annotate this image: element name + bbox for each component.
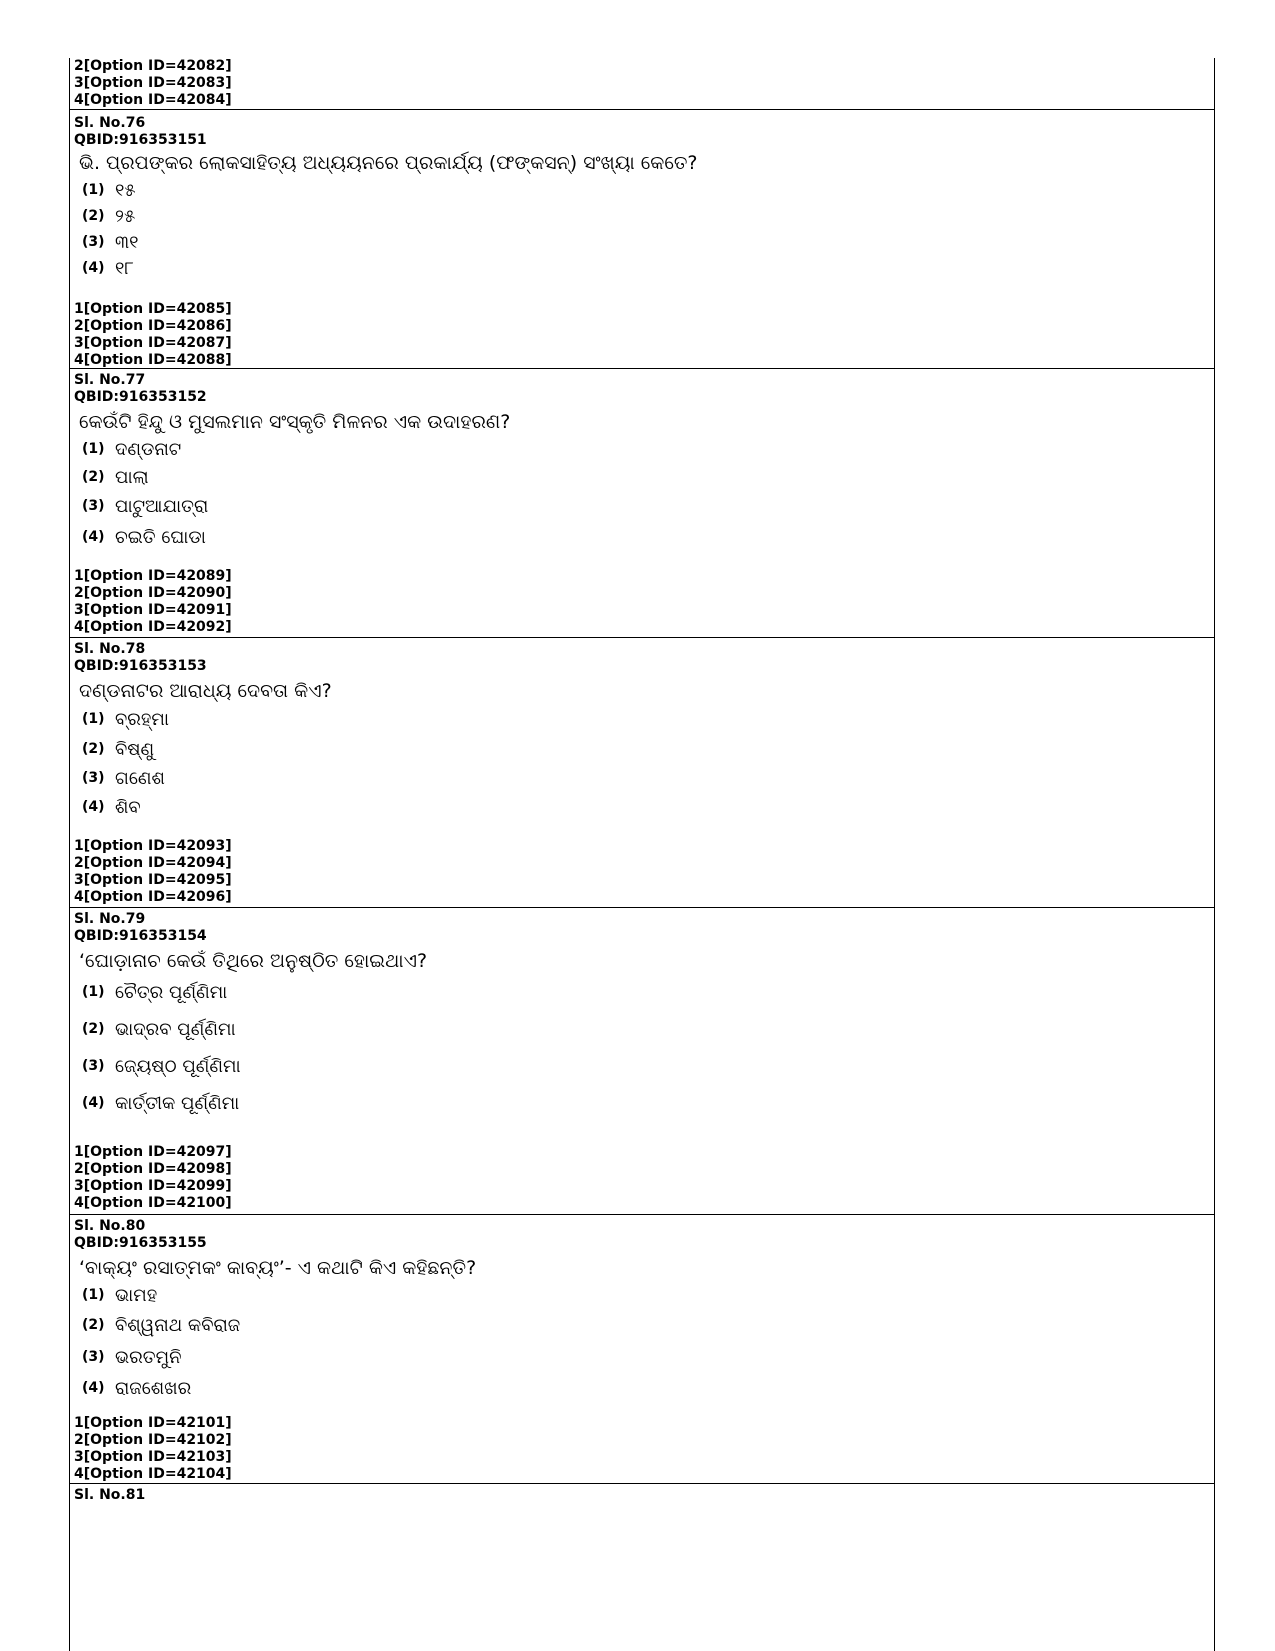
option-ids bbox=[70, 838, 232, 906]
option-id-line: 2[Option ID=42086] bbox=[74, 318, 232, 334]
option-row bbox=[70, 435, 1214, 463]
option-id-line: 2[Option ID=42102] bbox=[74, 1432, 232, 1448]
option-text: ପାଲା bbox=[115, 466, 149, 488]
option-row bbox=[70, 521, 1214, 553]
option-ids bbox=[70, 568, 232, 636]
option-row bbox=[70, 704, 1214, 734]
qbid: QBID:916353151 bbox=[74, 132, 207, 148]
option-id-line: 4[Option ID=42084] bbox=[74, 92, 232, 108]
option-number: (2) bbox=[82, 469, 105, 485]
option-id-line: 2[Option ID=42090] bbox=[74, 585, 232, 601]
option-text: ଶିବ bbox=[115, 796, 141, 818]
option-id-line: 4[Option ID=42104] bbox=[74, 1466, 232, 1482]
option-row bbox=[70, 203, 1214, 229]
option-number: (2) bbox=[82, 208, 105, 224]
option-text: ଗଣେଶ bbox=[115, 767, 165, 789]
option-id-line: 4[Option ID=42096] bbox=[74, 889, 232, 905]
option-number: (1) bbox=[82, 1287, 105, 1303]
option-number: (1) bbox=[82, 182, 105, 198]
option-text: ବ୍ରହ୍ମା bbox=[115, 708, 169, 730]
option-ids bbox=[70, 1144, 232, 1212]
option-id-line: 2[Option ID=42094] bbox=[74, 855, 232, 871]
option-row bbox=[70, 1281, 1214, 1309]
question-block-80 bbox=[70, 1214, 1214, 1484]
option-text: ଦଣ୍ଡନାଟ bbox=[115, 438, 182, 460]
option-text: ଭାଦ୍ରବ ପୂର୍ଣ୍ଣିମା bbox=[115, 1018, 236, 1040]
option-text: ୧୮ bbox=[115, 257, 134, 279]
question-text: ‘ଘୋଡ଼ାନାଚ କେଉଁ ତିଥିରେ ଅନୁଷ୍ଠିତ ହୋଇଥାଏ? bbox=[79, 950, 428, 972]
option-row bbox=[70, 1309, 1214, 1341]
serial-number: Sl. No.76 bbox=[74, 115, 146, 131]
option-row bbox=[70, 734, 1214, 764]
option-number: (4) bbox=[82, 260, 105, 276]
option-id-line: 3[Option ID=42083] bbox=[74, 75, 232, 91]
question-block-79 bbox=[70, 907, 1214, 1215]
option-number: (4) bbox=[82, 529, 105, 545]
option-text: ଚଇତି ଘୋଡା bbox=[115, 526, 206, 548]
option-id-line: 2[Option ID=42082] bbox=[74, 58, 232, 74]
serial-number: Sl. No.80 bbox=[74, 1218, 146, 1234]
option-id-line: 1[Option ID=42089] bbox=[74, 568, 232, 584]
question-text: ଦଣ୍ଡନାଟର ଆରାଧ୍ୟ ଦେବତା କିଏ? bbox=[79, 680, 332, 702]
option-id-line: 1[Option ID=42101] bbox=[74, 1415, 232, 1431]
option-text: ରାଜଶେଖର bbox=[115, 1377, 192, 1399]
serial-number: Sl. No.79 bbox=[74, 911, 146, 927]
top-option-ids bbox=[70, 58, 1214, 109]
option-number: (4) bbox=[82, 1380, 105, 1396]
option-number: (3) bbox=[82, 234, 105, 250]
option-id-line: 3[Option ID=42099] bbox=[74, 1178, 232, 1194]
option-id-line: 1[Option ID=42085] bbox=[74, 301, 232, 317]
option-number: (4) bbox=[82, 799, 105, 815]
option-number: (2) bbox=[82, 741, 105, 757]
option-ids bbox=[70, 1415, 232, 1483]
option-row bbox=[70, 229, 1214, 255]
option-number: (3) bbox=[82, 1349, 105, 1365]
option-row bbox=[70, 255, 1214, 281]
option-id-line: 3[Option ID=42103] bbox=[74, 1449, 232, 1465]
option-id-line: 1[Option ID=42093] bbox=[74, 838, 232, 854]
question-text: ଭି. ପ୍ରପଙ୍କର ଲୋକସାହିତ୍ୟ ଅଧ୍ୟୟନରେ ପ୍ରକାର୍ଯ୍ୟ (ଫଙ୍କସନ୍) ସଂଖ୍ୟା କେତେ? bbox=[79, 152, 698, 174]
option-id-line: 1[Option ID=42097] bbox=[74, 1144, 232, 1160]
option-row bbox=[70, 764, 1214, 792]
option-number: (3) bbox=[82, 498, 105, 514]
option-number: (4) bbox=[82, 1095, 105, 1111]
question-block-77 bbox=[70, 368, 1214, 638]
qbid: QBID:916353154 bbox=[74, 928, 207, 944]
option-number: (3) bbox=[82, 1058, 105, 1074]
option-text: କାର୍ତ୍ତୀକ ପୂର୍ଣ୍ଣିମା bbox=[115, 1092, 240, 1114]
option-text: ୩୧ bbox=[115, 231, 139, 253]
option-number: (2) bbox=[82, 1021, 105, 1037]
option-row bbox=[70, 1373, 1214, 1403]
option-text: ବିଷ୍ଣୁ bbox=[115, 738, 155, 760]
question-block-76 bbox=[70, 109, 1214, 369]
option-row bbox=[70, 177, 1214, 203]
question-text: ‘ବାକ୍ୟଂ ରସାତ୍ମକଂ କାବ୍ୟଂ’- ଏ କଥାଟି କିଏ କହିଛନ୍ତି? bbox=[79, 1257, 477, 1279]
option-text: ୧୫ bbox=[115, 179, 136, 201]
option-ids bbox=[70, 301, 232, 369]
option-number: (2) bbox=[82, 1317, 105, 1333]
serial-number: Sl. No.81 bbox=[74, 1487, 146, 1503]
option-number: (3) bbox=[82, 770, 105, 786]
qbid: QBID:916353152 bbox=[74, 389, 207, 405]
option-id-line: 3[Option ID=42095] bbox=[74, 872, 232, 888]
option-row bbox=[70, 1084, 1214, 1122]
option-text: ୨୫ bbox=[115, 205, 136, 227]
option-text: ଭାମହ bbox=[115, 1284, 158, 1306]
question-paper-sheet bbox=[69, 58, 1215, 1651]
question-block-81 bbox=[70, 1483, 1214, 1524]
option-id-line: 2[Option ID=42098] bbox=[74, 1161, 232, 1177]
option-row bbox=[70, 491, 1214, 521]
option-id-line: 3[Option ID=42091] bbox=[74, 602, 232, 618]
option-text: ଚୈତ୍ର ପୂର୍ଣ୍ଣିମା bbox=[115, 981, 228, 1003]
option-id-line: 4[Option ID=42092] bbox=[74, 619, 232, 635]
option-number: (1) bbox=[82, 441, 105, 457]
question-text: କେଉଁଟି ହିନ୍ଦୁ ଓ ମୁସଲମାନ ସଂସ୍କୃତି ମିଳନର ଏକ ଉଦାହରଣ? bbox=[79, 411, 511, 433]
option-text: ବିଶ୍ୱନାଥ କବିରାଜ bbox=[115, 1314, 241, 1336]
option-id-line: 4[Option ID=42100] bbox=[74, 1195, 232, 1211]
option-text: ପାଟୁଆଯାତ୍ରା bbox=[115, 495, 209, 517]
option-id-line: 3[Option ID=42087] bbox=[74, 335, 232, 351]
serial-number: Sl. No.77 bbox=[74, 372, 146, 388]
option-text: ଜ୍ୟେଷ୍ଠ ପୂର୍ଣ୍ଣିମା bbox=[115, 1055, 241, 1077]
serial-number: Sl. No.78 bbox=[74, 641, 146, 657]
option-row bbox=[70, 1341, 1214, 1373]
qbid: QBID:916353153 bbox=[74, 658, 207, 674]
question-block-78 bbox=[70, 637, 1214, 908]
option-number: (1) bbox=[82, 711, 105, 727]
option-id-line: 4[Option ID=42088] bbox=[74, 352, 232, 368]
option-row bbox=[70, 1048, 1214, 1084]
option-text: ଭରତମୁନି bbox=[115, 1346, 182, 1368]
option-row bbox=[70, 1010, 1214, 1048]
option-row bbox=[70, 792, 1214, 822]
option-row bbox=[70, 463, 1214, 491]
option-number: (1) bbox=[82, 984, 105, 1000]
option-row bbox=[70, 974, 1214, 1010]
qbid: QBID:916353155 bbox=[74, 1235, 207, 1251]
